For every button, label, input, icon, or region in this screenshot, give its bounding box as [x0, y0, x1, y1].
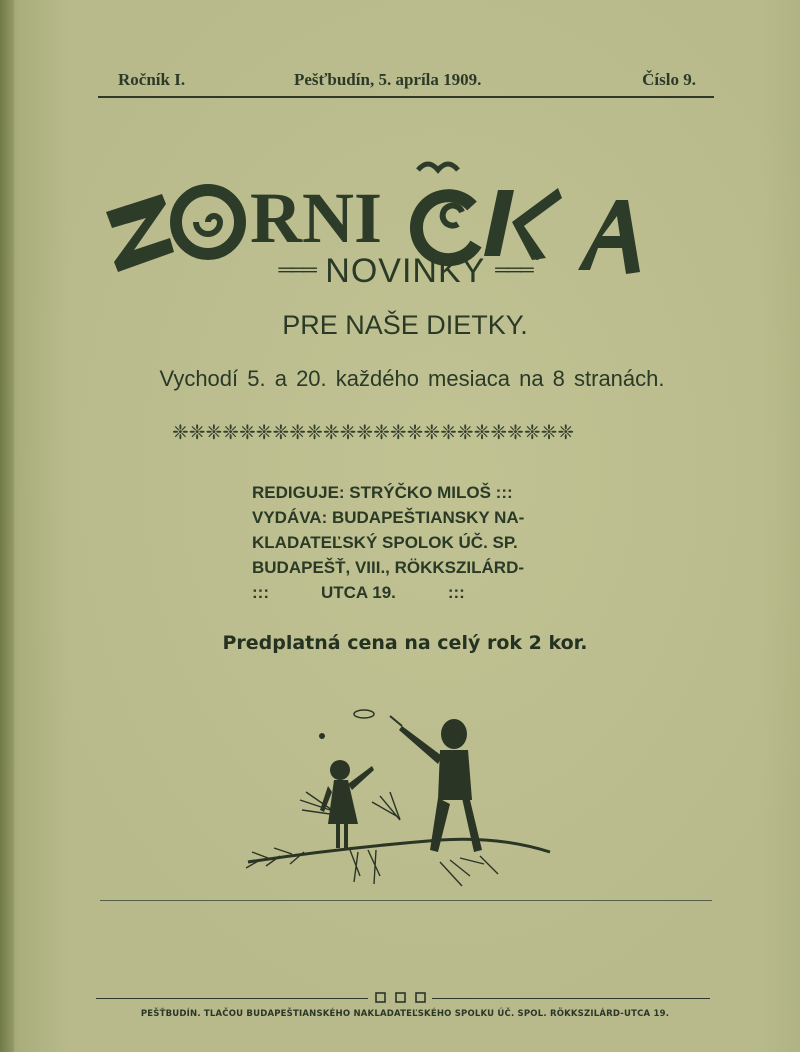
right-ornament-dashes: ═══ — [495, 259, 532, 281]
pine-branch — [248, 839, 550, 862]
address-line-2: ::: UTCA 19. ::: — [252, 583, 465, 602]
title-letter-c-caron — [416, 164, 476, 260]
footer-rule-right — [432, 998, 710, 999]
address-line-1: BUDAPEŠŤ, VIII., RÖKKSZILÁRD- — [252, 558, 525, 577]
footer-ornament-rule — [96, 990, 710, 1004]
footer-square-ornaments — [374, 991, 430, 1003]
children-silhouette-illustration — [240, 700, 570, 930]
title-letters-rni: RNI — [250, 178, 383, 258]
girl-silhouette — [320, 760, 374, 848]
publisher-line-2: KLADATEĽSKÝ SPOLOK ÚČ. SP. — [252, 533, 518, 552]
title-letter-a — [578, 200, 640, 274]
editorial-block — [252, 480, 572, 605]
title-letter-z — [106, 194, 174, 272]
publication-frequency: Vychodí 5. a 20. každého mesiaca na 8 stranách. — [159, 366, 665, 391]
footer-rule-left — [96, 998, 368, 999]
issue-header — [98, 70, 714, 96]
title-letter-k — [484, 188, 562, 260]
issue-number-label: Číslo 9. — [642, 70, 696, 89]
bottom-faint-rule — [100, 900, 712, 901]
publisher-line-1: VYDÁVA: BUDAPEŠTIANSKY NA- — [252, 508, 525, 527]
decorative-flower-border: ❈❈❈❈❈❈❈❈❈❈❈❈❈❈❈❈❈❈❈❈❈❈❈❈ — [172, 420, 575, 444]
editor-line: REDIGUJE: STRÝČKO MILOŠ ::: — [252, 483, 513, 502]
pipe-stem — [390, 716, 402, 726]
subscription-price: Predplatná cena na celý rok 2 kor. — [222, 632, 588, 654]
subtitle-pre-nase-dietky: PRE NAŠE DIETKY. — [282, 310, 528, 340]
left-ornament-dashes: ═══ — [278, 259, 315, 281]
subtitle-novinky — [240, 252, 570, 291]
volume-label: Ročník I. — [118, 70, 186, 89]
header-rule — [98, 96, 714, 98]
binding-edge — [0, 0, 14, 1052]
place-date-label: Pešťbudín, 5. apríla 1909. — [294, 70, 482, 89]
printer-imprint: PEŠŤBUDÍN. TLAČOU BUDAPEŠTIANSKÉHO NAKLADATEĽSKÉHO SPOLKU ÚČ. SPOL. RÖKKSZILÁRD-UTCA 19. — [140, 1009, 670, 1019]
subtitle-novinky-text: NOVINKY — [325, 252, 485, 290]
boy-silhouette — [399, 719, 482, 852]
title-letter-o — [176, 190, 240, 254]
soap-bubble-small — [319, 733, 325, 739]
soap-bubble-large — [354, 710, 374, 718]
